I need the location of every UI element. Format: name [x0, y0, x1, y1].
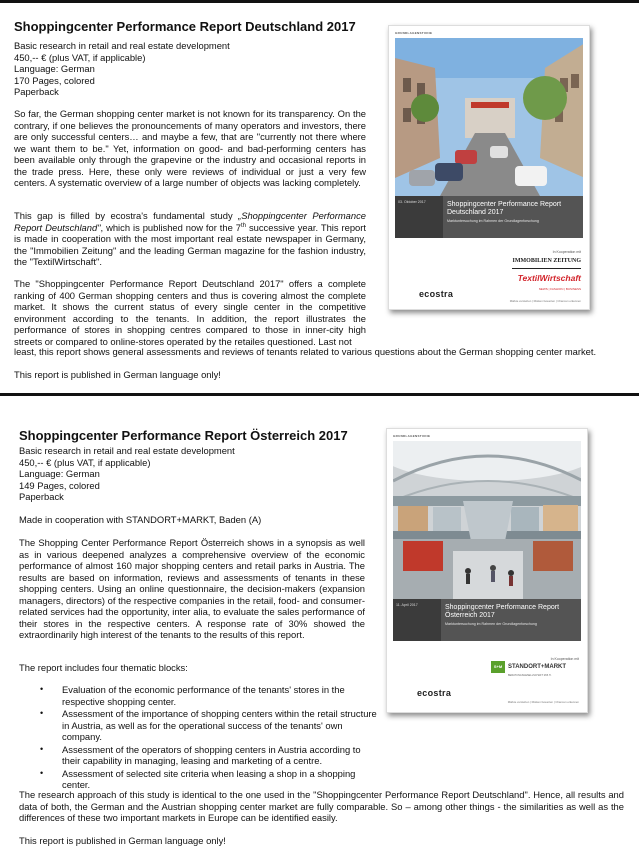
meta-line: Basic research in retail and real estate development [19, 445, 235, 456]
standort-markt-tagline: BERATUNGSGESELLSCHAFT M.B.H. [508, 674, 552, 677]
meta-line: 149 Pages, colored [19, 479, 100, 491]
cover-title-box [441, 599, 581, 641]
cover-title-band [395, 196, 583, 238]
thematic-blocks-list [40, 684, 380, 791]
meta-line: Paperback [19, 491, 64, 502]
cover-title-band [393, 599, 581, 641]
meta-line: Language: German [19, 468, 100, 479]
cooperation-line: Made in cooperation with STANDORT+MARKT, Baden (A) [19, 514, 262, 525]
cover-subtitle: Marktuntersuchung im Rahmen der Grundlagenforschung [445, 622, 537, 626]
mall-photo-icon [393, 441, 581, 599]
report-meta [19, 445, 379, 503]
textilwirtschaft-logo: TextilWirtschaft [517, 273, 581, 283]
cover-title-line: Österreich 2017 [445, 612, 495, 619]
bullet-icon: • [40, 684, 44, 694]
ecostra-logo: ecostra [417, 688, 452, 698]
report-meta [14, 40, 374, 98]
meta-line: Paperback [14, 86, 59, 97]
bullet-icon: • [40, 743, 44, 754]
list-item: • Assessment of the operators of shopping centers in Austria according to their capability in managing, leasing and marketing of a centre. [40, 743, 361, 766]
meta-line: Language: German [14, 63, 95, 74]
cover-photo-mall [393, 441, 581, 599]
cover-date: 11. April 2017 [393, 599, 441, 641]
ranking-paragraph-tail: least, this report shows general assessments and reviews of tenants related to various questions about the German shopping center market. [14, 346, 597, 357]
list-item: • Assessment of the importance of shopping centers within the retail structure in Austria, as well as for the operational success of the tenants' own company. [40, 708, 377, 742]
report-title: Shoppingcenter Performance Report Österreich 2017 [19, 428, 348, 443]
cover-subtitle: Marktuntersuchung im Rahmen der Grundlagenforschung [447, 219, 539, 223]
meta-line: 450,-- € (plus VAT, if applicable) [14, 51, 146, 63]
immobilien-zeitung-logo: IMMOBILIEN ZEITUNG [512, 256, 581, 269]
cover-title-box [443, 196, 583, 238]
comparison-paragraph: The research approach of this study is identical to the one used in the "Shoppingcenter Performance Report Deutschland". Hence, all results and data of both, the German and the Austrian shopping center market are fully comparable. So – among other things - the similarities as well as the differences of these two important markets in Europe can be identified easily. [19, 789, 624, 823]
report-cover-deutschland[interactable] [388, 25, 590, 310]
meta-line: 170 Pages, colored [14, 74, 95, 86]
cover-date: 03. Oktober 2017 [395, 196, 443, 238]
blocks-intro: The report includes four thematic blocks: [19, 662, 188, 673]
cover-footer: Märkte verstehen | Risiken bewerten | Chancen erkennen [507, 700, 579, 704]
study-paragraph: This gap is filled by ecostra's fundamental study „Shoppingcenter Performance Report Deutschland", which is published now for the 7th successive year. This report is made in cooperation with the most important real estate newspaper in Germany, the "Immobilien Zeitung" and the leading German magazine for the fashion industry, the "TextilWirtschaft". [14, 210, 367, 267]
bullet-icon: • [40, 708, 44, 718]
synopsis-paragraph: The Shopping Center Performance Report Österreich shows in a synopsis as well as in various deepened analyzes a comprehensive overview of the economic performance of almost 160 major shopping centers and retail parks in Austria. The results are based on information, reviews and assessments of tenants in these shopping centers. Using an online questionnaire, the decision-makers (expansion managers, directors) of the respective companies in the retail, food- and consumer-related services had the opportunity, inter alia, to evaluate the sales performance of their stores in the respective centers. A response rate of 30% showed the extraordinarily high interest of the tenants to the results of this report. [19, 537, 365, 640]
report-title: Shoppingcenter Performance Report Deutschland 2017 [14, 19, 356, 34]
cover-tag: GRUNDLAGENSTUDIE [395, 31, 433, 35]
bullet-icon: • [40, 767, 44, 778]
cover-footer: Märkte verstehen | Risiken bewerten | Chancen erkennen [509, 299, 581, 303]
cover-coop-label: In Kooperation mit [552, 250, 581, 254]
intro-paragraph: So far, the German shopping center market is not known for its transparency. On the contrary, if one believes the pronouncements of many operators and investors, there are only successful centers… and maybe a few, that are "currently not there where we want them to be." Yet, information on good- and bad-performing centers has been available only through the grapevine or the industry and occasional reports in the trade press. Here, these only were reviews of individual or just a very few centers. A systematic overview of a large number of objects was lacking completely. [14, 108, 366, 188]
report-cover-oesterreich[interactable] [386, 428, 588, 713]
ranking-paragraph: The "Shoppingcenter Performance Report Deutschland 2017" offers a complete ranking of 400 German shopping centers and thus is covering almost the complete market. It shows the current status of every single center in the competitive environment according to the tenants. In addition, the report illustrates the performance of stores in shopping centres compared to those in inner-city high streets or compared to online-stores operated by the retailes questioned. Last not [14, 278, 366, 347]
street-photo-icon [395, 38, 583, 196]
language-note: This report is published in German language only! [14, 369, 221, 380]
section-divider [0, 393, 639, 396]
cover-title-line: Deutschland 2017 [447, 209, 504, 216]
language-note: This report is published in German language only! [19, 835, 226, 846]
list-item: • Assessment of selected site criteria when leasing a shop in a shopping center. [40, 767, 356, 790]
cover-coop-label: In Kooperation mit [550, 657, 579, 661]
ecostra-logo: ecostra [419, 289, 454, 299]
meta-line: 450,-- € (plus VAT, if applicable) [19, 456, 151, 468]
list-item: • Evaluation of the economic performance of the tenants' stores in the respective shopping center. [40, 684, 345, 707]
meta-line: Basic research in retail and real estate development [14, 40, 230, 51]
cover-title-line: Shoppingcenter Performance Report [447, 201, 562, 208]
cover-photo-street [395, 38, 583, 196]
top-divider [0, 0, 639, 3]
textilwirtschaft-tagline: NEWS | FASHION | BUSINESS [538, 287, 581, 291]
standort-markt-logo: STANDORT+MARKT [508, 664, 567, 670]
cover-title-line: Shoppingcenter Performance Report [445, 604, 560, 611]
standort-markt-logo-icon: S+M [491, 661, 505, 673]
cover-tag: GRUNDLAGENSTUDIE [393, 434, 431, 438]
